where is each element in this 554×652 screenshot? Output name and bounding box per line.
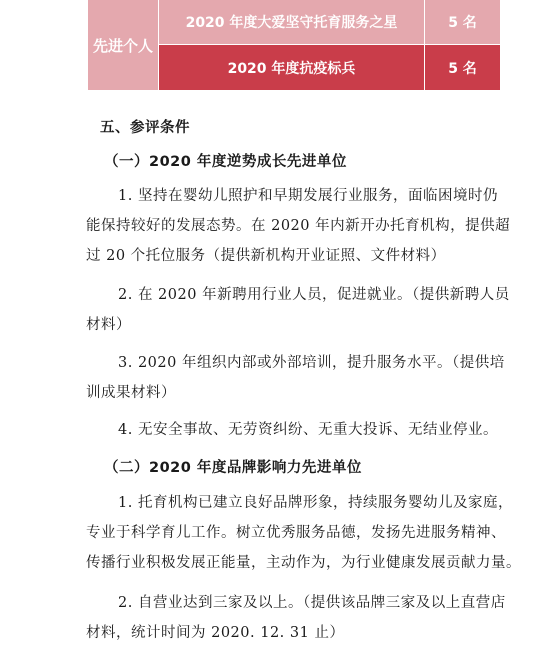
paragraph-line: 3. 2020 年组织内部或外部培训，提升服务水平。（提供培 xyxy=(118,355,505,371)
paragraph-line: 训成果材料） xyxy=(86,385,176,401)
award-count: 5 名 xyxy=(425,0,500,44)
paragraph-line: 2. 自营业达到三家及以上。（提供该品牌三家及以上直营店 xyxy=(118,595,506,611)
table-category-label: 先进个人 xyxy=(92,36,153,55)
paragraph-line: 1. 坚持在婴幼儿照护和早期发展行业服务，面临困境时仍 xyxy=(118,188,498,204)
paragraph-line: 材料） xyxy=(86,317,131,333)
award-name: 2020 年度大爱坚守托育服务之星 xyxy=(159,0,424,44)
paragraph-line: 材料，统计时间为 2020. 12. 31 止） xyxy=(86,625,345,641)
award-count: 5 名 xyxy=(425,45,500,90)
table-category-cell xyxy=(88,0,158,90)
paragraph-line: 2. 在 2020 年新聘用行业人员，促进就业。（提供新聘人员 xyxy=(118,287,510,303)
table-row xyxy=(159,0,500,44)
paragraph-line: 传播行业积极发展正能量，主动作为，为行业健康发展贡献力量。 xyxy=(86,555,521,571)
section-heading: 五、参评条件 xyxy=(100,120,190,136)
table-row xyxy=(159,45,500,90)
paragraph-line: 4. 无安全事故、无劳资纠纷、无重大投诉、无结业停业。 xyxy=(118,422,498,438)
part1-title: （一）2020 年度逆势成长先进单位 xyxy=(104,154,347,170)
paragraph-line: 1. 托育机构已建立良好品牌形象，持续服务婴幼儿及家庭， xyxy=(118,495,513,511)
paragraph-line: 能保持较好的发展态势。在 2020 年内新开办托育机构，提供超 xyxy=(86,218,511,234)
paragraph-line: 专业于科学育儿工作。树立优秀服务品德，发扬先进服务精神、 xyxy=(86,525,506,541)
award-name: 2020 年度抗疫标兵 xyxy=(159,45,424,90)
paragraph-line: 过 20 个托位服务（提供新机构开业证照、文件材料） xyxy=(86,248,446,264)
part2-title: （二）2020 年度品牌影响力先进单位 xyxy=(104,460,362,476)
